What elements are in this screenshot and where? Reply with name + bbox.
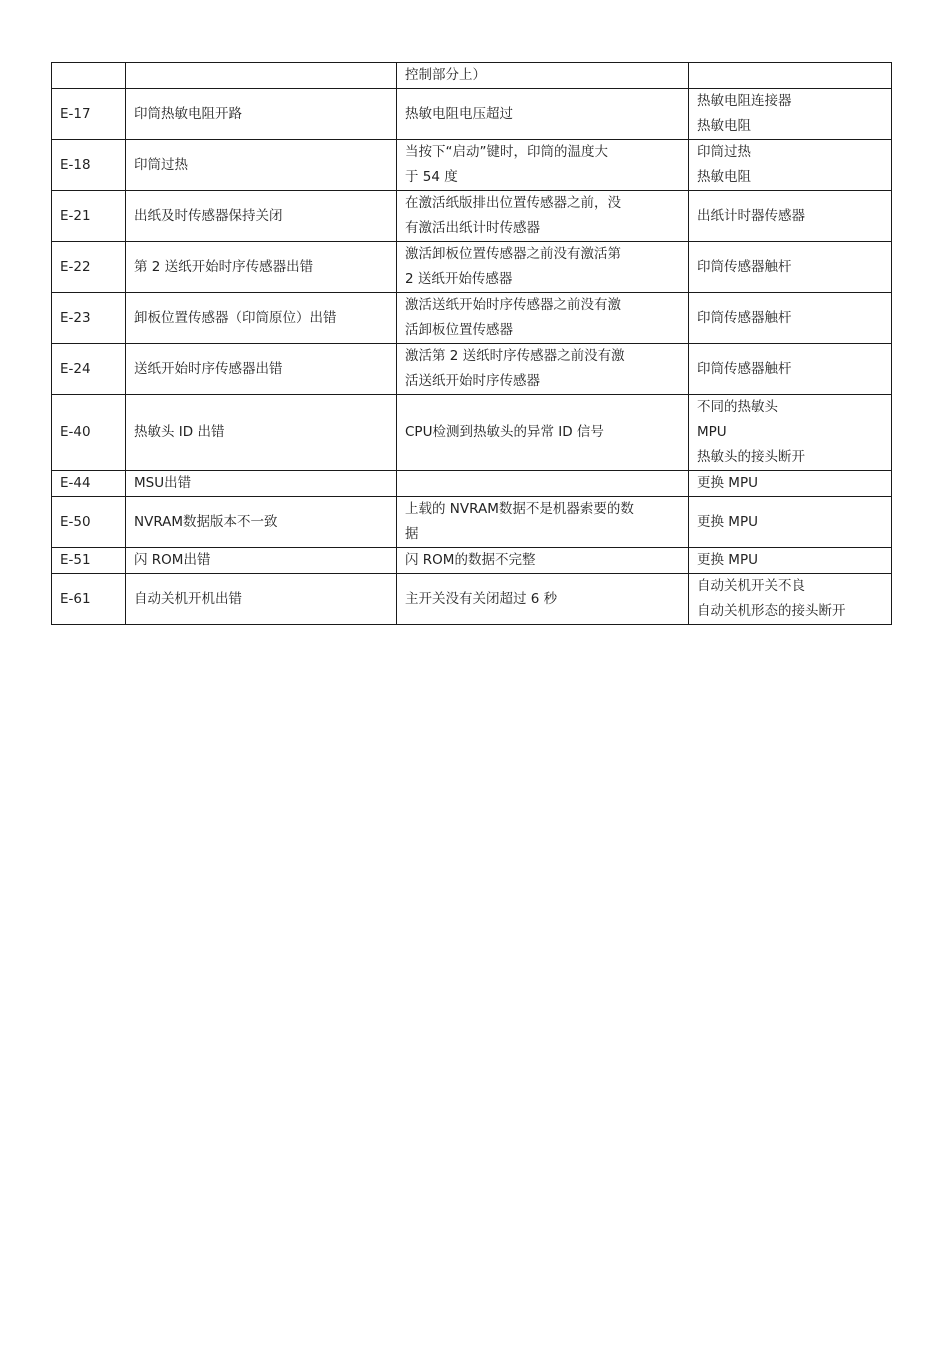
error-cause-cell — [397, 242, 689, 293]
cause-line: 在激活纸版排出位置传感器之前，没 — [405, 195, 621, 211]
error-code-cell: E-61 — [52, 574, 126, 625]
cause-line: 闪 ROM的数据不完整 — [405, 552, 536, 568]
error-description-cell: 送纸开始时序传感器出错 — [126, 344, 397, 395]
remedy-line: 热敏电阻 — [697, 118, 751, 134]
remedy-line: 自动关机形态的接头断开 — [697, 603, 846, 619]
error-table-body — [52, 63, 892, 625]
error-cause-cell — [397, 63, 689, 89]
cause-line: 活卸板位置传感器 — [405, 322, 513, 338]
error-description-cell: 印筒热敏电阻开路 — [126, 89, 397, 140]
table-row — [52, 140, 892, 191]
error-remedy-cell — [689, 63, 892, 89]
cause-line: 激活卸板位置传感器之前没有激活第 — [405, 246, 621, 262]
error-remedy-cell — [689, 89, 892, 140]
cause-line: 于 54 度 — [405, 169, 458, 185]
remedy-line: 更换 MPU — [697, 475, 758, 491]
error-remedy-cell — [689, 344, 892, 395]
cause-line: 热敏电阻电压超过 — [405, 105, 513, 122]
remedy-line: 热敏头的接头断开 — [697, 449, 805, 465]
remedy-line: 热敏电阻 — [697, 169, 751, 185]
remedy-line: 自动关机开关不良 — [697, 578, 805, 594]
error-remedy-cell — [689, 191, 892, 242]
error-code-cell: E-22 — [52, 242, 126, 293]
error-code-table — [51, 62, 892, 625]
cause-line: CPU检测到热敏头的异常 ID 信号 — [405, 424, 604, 440]
cause-line: 激活送纸开始时序传感器之前没有激 — [405, 297, 621, 313]
error-cause-cell — [397, 344, 689, 395]
remedy-line: 出纸计时器传感器 — [697, 207, 805, 224]
remedy-line: 印筒过热 — [697, 144, 751, 160]
error-description-cell: 出纸及时传感器保持关闭 — [126, 191, 397, 242]
error-code-cell: E-51 — [52, 548, 126, 574]
error-code-cell: E-17 — [52, 89, 126, 140]
table-row — [52, 395, 892, 471]
error-remedy-cell — [689, 471, 892, 497]
remedy-line: 印筒传感器触杆 — [697, 309, 792, 326]
table-row — [52, 89, 892, 140]
cause-line: 控制部分上） — [405, 67, 486, 83]
error-remedy-cell — [689, 140, 892, 191]
error-code-cell: E-18 — [52, 140, 126, 191]
error-cause-cell — [397, 395, 689, 471]
error-code-cell: E-50 — [52, 497, 126, 548]
remedy-line: 印筒传感器触杆 — [697, 258, 792, 275]
error-remedy-cell — [689, 242, 892, 293]
error-description-cell: 印筒过热 — [126, 140, 397, 191]
cause-line: 有激活出纸计时传感器 — [405, 220, 540, 236]
remedy-line: 更换 MPU — [697, 552, 758, 568]
error-code-cell: E-24 — [52, 344, 126, 395]
error-code-cell: E-23 — [52, 293, 126, 344]
cause-line: 当按下“启动”键时，印筒的温度大 — [405, 144, 608, 160]
table-row — [52, 293, 892, 344]
error-code-cell: E-21 — [52, 191, 126, 242]
table-row — [52, 242, 892, 293]
cause-line: 主开关没有关闭超过 6 秒 — [405, 590, 558, 607]
table-row — [52, 574, 892, 625]
error-description-cell: 卸板位置传感器（印筒原位）出错 — [126, 293, 397, 344]
error-description-cell: 热敏头 ID 出错 — [126, 395, 397, 471]
cause-line: 上载的 NVRAM数据不是机器索要的数 — [405, 501, 634, 517]
table-row — [52, 344, 892, 395]
error-code-cell: E-40 — [52, 395, 126, 471]
error-remedy-cell — [689, 574, 892, 625]
remedy-line: 不同的热敏头 — [697, 399, 778, 415]
error-cause-cell — [397, 471, 689, 497]
error-remedy-cell — [689, 497, 892, 548]
error-remedy-cell — [689, 548, 892, 574]
table-row — [52, 497, 892, 548]
error-description-cell: MSU出错 — [126, 471, 397, 497]
error-code-cell: E-44 — [52, 471, 126, 497]
error-description-cell: 第 2 送纸开始时序传感器出错 — [126, 242, 397, 293]
error-description-cell: NVRAM数据版本不一致 — [126, 497, 397, 548]
cause-line: 2 送纸开始传感器 — [405, 271, 513, 287]
remedy-line: 热敏电阻连接器 — [697, 93, 792, 109]
error-cause-cell — [397, 89, 689, 140]
error-description-cell: 闪 ROM出错 — [126, 548, 397, 574]
error-code-cell — [52, 63, 126, 89]
error-cause-cell — [397, 140, 689, 191]
error-remedy-cell — [689, 395, 892, 471]
error-cause-cell — [397, 191, 689, 242]
error-description-cell — [126, 63, 397, 89]
cause-line: 激活第 2 送纸时序传感器之前没有激 — [405, 348, 625, 364]
table-row — [52, 548, 892, 574]
error-cause-cell — [397, 293, 689, 344]
cause-line: 据 — [405, 526, 419, 542]
table-row — [52, 191, 892, 242]
error-cause-cell — [397, 574, 689, 625]
remedy-line: MPU — [697, 424, 727, 440]
error-remedy-cell — [689, 293, 892, 344]
table-row — [52, 63, 892, 89]
error-cause-cell — [397, 548, 689, 574]
error-description-cell: 自动关机开机出错 — [126, 574, 397, 625]
remedy-line: 更换 MPU — [697, 513, 758, 530]
table-row — [52, 471, 892, 497]
remedy-line: 印筒传感器触杆 — [697, 360, 792, 377]
error-cause-cell — [397, 497, 689, 548]
cause-line: 活送纸开始时序传感器 — [405, 373, 540, 389]
